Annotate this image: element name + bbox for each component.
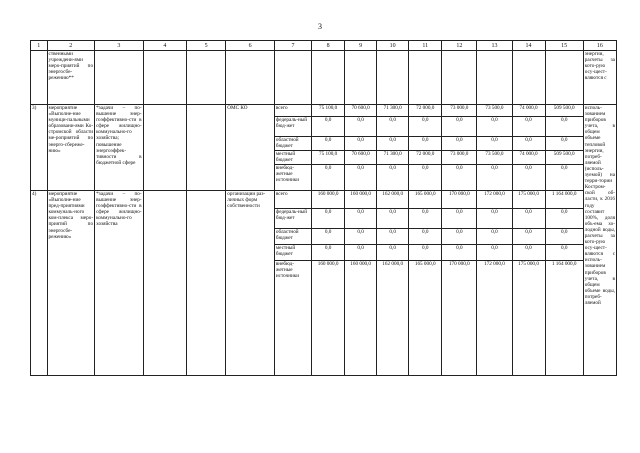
value-cell: 0,0 [442, 137, 477, 151]
continuation-indicator: энергии, расчеты за кото-рую осу-щест-вляются с [583, 51, 616, 105]
value-cell: 70 600,0 [345, 105, 377, 117]
value-cell: 160 000,0 [312, 261, 345, 376]
value-cell: 73 000,0 [442, 151, 477, 165]
value-cell: 0,0 [477, 137, 512, 151]
continuation-row [31, 51, 617, 105]
value-cell: 175 000,0 [512, 261, 545, 376]
value-cell: 175 000,0 [512, 191, 545, 209]
value-cell: 509 500,0 [545, 105, 583, 117]
source-name: внебюд-жетные источники [274, 261, 311, 376]
source-name: областной бюджет [274, 137, 311, 151]
source-name: федераль-ный бюд-жет [274, 209, 311, 229]
value-cell: 0,0 [477, 229, 512, 245]
value-cell: 0,0 [312, 165, 345, 191]
value-cell: 0,0 [345, 117, 377, 137]
header-cell: 3 [95, 41, 144, 51]
value-cell: 172 000,0 [477, 261, 512, 376]
value-cell: 0,0 [345, 165, 377, 191]
value-cell: 0,0 [409, 117, 442, 137]
header-cell: 8 [312, 41, 345, 51]
value-cell: 0,0 [545, 117, 583, 137]
value-cell: 73 500,0 [477, 151, 512, 165]
value-cell: 162 000,0 [377, 261, 409, 376]
value-cell: 160 000,0 [345, 191, 377, 209]
header-cell: 9 [345, 41, 377, 51]
value-cell: 0,0 [477, 209, 512, 229]
value-cell: 0,0 [377, 165, 409, 191]
value-cell: 170 000,0 [442, 261, 477, 376]
header-cell: 15 [545, 41, 583, 51]
value-cell: 70 600,0 [345, 151, 377, 165]
value-cell: 162 000,0 [377, 191, 409, 209]
indicator-text: исполь-зованием приборов учета, в общем объеме тепловой энергии, потреб-ляемой (исполь-зуемой) на терри-тории Костром-ской об-ласти, к 2016 году составит 100%, доля объ-ема хо-лодной воды, расчеты за кото-рую осу-щест-вляются с исполь-зованием приборов учета, в общем объеме воды, потреб-ляемой [583, 105, 616, 376]
executor: организации раз-личных форм собственности [226, 191, 275, 376]
value-cell: 0,0 [512, 245, 545, 261]
value-cell: 0,0 [477, 165, 512, 191]
source-name: местный бюджет [274, 151, 311, 165]
source-name: всего [274, 105, 311, 117]
value-cell: 0,0 [409, 209, 442, 229]
value-cell: 0,0 [312, 117, 345, 137]
header-cell: 6 [226, 41, 275, 51]
value-cell: 0,0 [312, 209, 345, 229]
source-name: федераль-ный бюд-жет [274, 117, 311, 137]
value-cell: 0,0 [442, 229, 477, 245]
value-cell: 0,0 [442, 165, 477, 191]
value-cell: 0,0 [409, 165, 442, 191]
header-cell: 1 [31, 41, 48, 51]
value-cell: 0,0 [442, 209, 477, 229]
page-number: 3 [318, 22, 322, 31]
value-cell: 0,0 [545, 209, 583, 229]
value-cell: 72 000,0 [409, 151, 442, 165]
value-cell: 75 100,0 [312, 151, 345, 165]
value-cell: 71 300,0 [377, 151, 409, 165]
value-cell: 165 000,0 [409, 191, 442, 209]
value-cell: 160 000,0 [312, 191, 345, 209]
measure-task: *задачи – по-вышение энер-гоэффективно-сти в сфере жилищно-коммунально-го хозяйства [95, 191, 144, 376]
value-cell: 73 000,0 [442, 105, 477, 117]
value-cell: 0,0 [512, 209, 545, 229]
value-cell: 0,0 [312, 245, 345, 261]
header-cell: 16 [583, 41, 616, 51]
header-cell: 7 [274, 41, 311, 51]
header-cell: 13 [477, 41, 512, 51]
value-cell: 1 164 000,0 [545, 191, 583, 209]
value-cell: 1 164 000,0 [545, 261, 583, 376]
value-cell: 0,0 [409, 229, 442, 245]
value-cell: 0,0 [377, 245, 409, 261]
value-cell: 0,0 [377, 209, 409, 229]
measure-name: мероприятие «Выполне-ние муници-пальными образовани-ями Ко-стромской области ме-роприятий по энерго-сбереже-нию» [47, 105, 95, 191]
value-cell: 0,0 [442, 245, 477, 261]
value-cell: 0,0 [345, 229, 377, 245]
source-name: внебюд-жетные источники [274, 165, 311, 191]
measure-name: мероприятие «Выполне-ние пред-приятиями коммуналь-ного ком-плекса меро-приятий по энергосбе-режению» [47, 191, 95, 376]
value-cell: 0,0 [512, 229, 545, 245]
value-cell: 0,0 [477, 245, 512, 261]
value-cell: 0,0 [312, 229, 345, 245]
table-row [31, 105, 617, 117]
value-cell: 0,0 [512, 137, 545, 151]
value-cell: 172 000,0 [477, 191, 512, 209]
table-row [31, 191, 617, 209]
header-cell: 5 [187, 41, 226, 51]
value-cell: 509 500,0 [545, 151, 583, 165]
source-name: местный бюджет [274, 245, 311, 261]
header-cell: 10 [377, 41, 409, 51]
value-cell: 165 000,0 [409, 261, 442, 376]
value-cell: 0,0 [545, 165, 583, 191]
continuation-measure: ственными учреждени-ями меро-приятий по энергосбе-режению** [47, 51, 95, 105]
measure-task: *задачи – по-вышение энер-гоэффективно-сти в сфере жилищно-коммунально-го хозяйства; повышение энергоэффек-тивности в бюджетной сфере [95, 105, 144, 191]
value-cell: 0,0 [545, 229, 583, 245]
value-cell: 0,0 [377, 229, 409, 245]
header-cell: 11 [409, 41, 442, 51]
executor: ОМС КО [226, 105, 275, 191]
value-cell: 0,0 [409, 245, 442, 261]
value-cell: 0,0 [442, 117, 477, 137]
value-cell: 0,0 [477, 117, 512, 137]
value-cell: 74 000,0 [512, 151, 545, 165]
measures-table [30, 40, 617, 376]
value-cell: 0,0 [409, 137, 442, 151]
value-cell: 0,0 [512, 117, 545, 137]
row-index: 4) [31, 191, 48, 376]
value-cell: 72 000,0 [409, 105, 442, 117]
header-cell: 12 [442, 41, 477, 51]
value-cell: 0,0 [345, 209, 377, 229]
header-cell: 4 [143, 41, 186, 51]
value-cell: 160 000,0 [345, 261, 377, 376]
value-cell: 0,0 [345, 137, 377, 151]
header-row [31, 41, 617, 51]
value-cell: 0,0 [545, 245, 583, 261]
value-cell: 0,0 [377, 117, 409, 137]
row-index: 3) [31, 105, 48, 191]
value-cell: 0,0 [312, 137, 345, 151]
value-cell: 0,0 [512, 165, 545, 191]
value-cell: 0,0 [545, 137, 583, 151]
value-cell: 71 300,0 [377, 105, 409, 117]
value-cell: 73 500,0 [477, 105, 512, 117]
value-cell: 74 000,0 [512, 105, 545, 117]
value-cell: 75 100,0 [312, 105, 345, 117]
value-cell: 0,0 [377, 137, 409, 151]
value-cell: 0,0 [345, 245, 377, 261]
source-name: всего [274, 191, 311, 209]
source-name: областной бюджет [274, 229, 311, 245]
header-cell: 14 [512, 41, 545, 51]
header-cell: 2 [47, 41, 95, 51]
value-cell: 170 000,0 [442, 191, 477, 209]
